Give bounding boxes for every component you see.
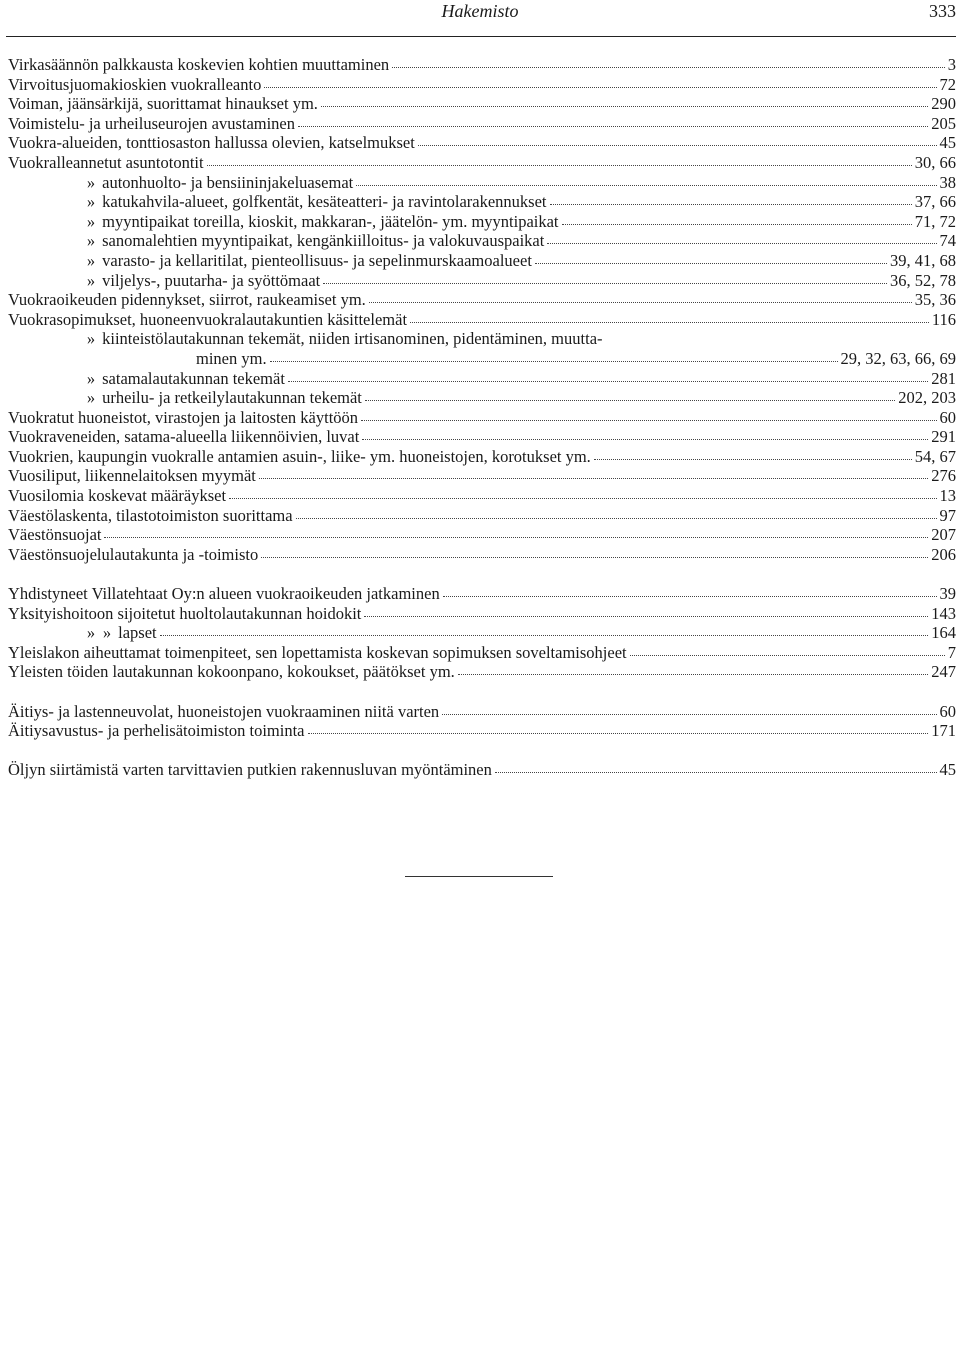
entry-label [8, 545, 258, 565]
dot-leader [323, 269, 887, 283]
entry-label [8, 584, 440, 604]
index-entry [8, 525, 956, 545]
index-entry [8, 251, 956, 271]
entry-label [8, 369, 285, 389]
ditto-mark: » [86, 388, 96, 408]
ditto-mark: » [86, 231, 96, 251]
entry-label [8, 486, 226, 506]
entry-label [8, 153, 204, 173]
entry-label [8, 94, 318, 114]
index-entry [8, 623, 956, 643]
index-entry [8, 329, 956, 349]
entry-text: Yksityishoitoon sijoitetut huoltolautakunnan hoidokit [8, 603, 362, 623]
entry-continuation-text: minen ym. [196, 348, 267, 368]
entry-text: Vuokrasopimukset, huoneenvuokralautakuntien käsittelemät [8, 309, 408, 329]
dot-leader [418, 132, 937, 146]
index-entry [8, 55, 956, 75]
entry-pages: 37, 66 [914, 192, 956, 212]
entry-text: urheilu- ja retkeilylautakunnan tekemät [102, 388, 362, 408]
index-entry [8, 192, 956, 212]
entry-pages: 39 [939, 584, 956, 604]
entry-pages: 247 [931, 662, 956, 682]
entry-label [8, 310, 407, 330]
entry-pages: 29, 32, 63, 66, 69 [840, 348, 956, 368]
entry-label [8, 75, 261, 95]
entry-pages: 35, 36 [914, 290, 956, 310]
ditto-mark: » [86, 368, 96, 388]
index-entry [8, 153, 956, 173]
entry-label [8, 643, 627, 663]
entry-pages: 290 [931, 94, 956, 114]
entry-label [8, 408, 358, 428]
entry-label [8, 192, 547, 212]
entry-text: Väestönsuojat [8, 525, 102, 545]
section-gap [8, 564, 956, 584]
dot-leader [321, 93, 928, 107]
entry-text: Äitiysavustus- ja perhelisätoimiston toiminta [8, 721, 305, 741]
entry-label [8, 447, 591, 467]
entry-label [8, 662, 455, 682]
section-gap [8, 682, 956, 702]
dot-leader [443, 583, 937, 597]
index-entry [8, 408, 956, 428]
entry-text: satamalautakunnan tekemät [102, 368, 285, 388]
entry-pages: 207 [931, 525, 956, 545]
dot-leader [261, 544, 928, 558]
section-gap [8, 741, 956, 761]
dot-leader [365, 387, 895, 401]
entry-label [8, 329, 603, 349]
entry-pages: 202, 203 [898, 388, 956, 408]
entry-label [8, 506, 293, 526]
entry-pages: 116 [931, 309, 956, 329]
entry-label [8, 271, 320, 291]
entry-text: autonhuolto- ja bensiininjakeluasemat [102, 172, 354, 192]
index-entry [8, 643, 956, 663]
entry-text: Voiman, jäänsärkijä, suorittamat hinaukset ym. [8, 94, 318, 114]
index-entry [8, 231, 956, 251]
index-entry [8, 212, 956, 232]
entry-label [8, 133, 415, 153]
entry-pages: 281 [931, 368, 956, 388]
dot-leader [535, 250, 887, 264]
dot-leader [550, 191, 912, 205]
entry-label [8, 212, 559, 232]
entry-text: kiinteistölautakunnan tekemät, niiden irtisanominen, pidentäminen, muutta- [102, 329, 603, 349]
entry-label [8, 721, 305, 741]
entry-text: viljelys-, puutarha- ja syöttömaat [102, 270, 321, 290]
entry-pages: 7 [947, 642, 956, 662]
dot-leader [594, 446, 912, 460]
entry-pages: 97 [939, 505, 956, 525]
entry-text: Voimistelu- ja urheiluseurojen avustaminen [8, 113, 296, 133]
index-entry [8, 133, 956, 153]
dot-leader [547, 230, 936, 244]
index-list [8, 55, 956, 780]
dot-leader [410, 309, 929, 323]
index-entry [8, 721, 956, 741]
dot-leader [264, 73, 936, 87]
index-entry [8, 369, 956, 389]
header-rule [6, 36, 956, 37]
entry-text: varasto- ja kellaritilat, pienteollisuus- ja sepelinmurskaamoalueet [102, 250, 532, 270]
entry-label [8, 427, 359, 447]
index-entry [8, 271, 956, 291]
dot-leader [392, 54, 945, 68]
entry-label [8, 114, 295, 134]
entry-label [8, 604, 361, 624]
ditto-mark: » [86, 250, 96, 270]
entry-pages: 54, 67 [914, 446, 956, 466]
index-entry [8, 702, 956, 722]
dot-leader [298, 113, 928, 127]
dot-leader [442, 700, 936, 714]
index-entry [8, 75, 956, 95]
ditto-mark: » [86, 211, 96, 231]
entry-pages: 36, 52, 78 [890, 270, 956, 290]
entry-text: Vuokraoikeuden pidennykset, siirrot, raukeamiset ym. [8, 290, 366, 310]
dot-leader [562, 211, 912, 225]
entry-label [8, 173, 353, 193]
entry-pages: 171 [931, 721, 956, 741]
entry-label [8, 55, 389, 75]
entry-pages: 60 [939, 701, 956, 721]
dot-leader [495, 759, 937, 773]
dot-leader [229, 485, 936, 499]
ditto-mark: » [86, 270, 96, 290]
entry-label [8, 388, 362, 408]
index-entry [8, 290, 956, 310]
entry-text: Väestönsuojelulautakunta ja -toimisto [8, 544, 259, 564]
entry-text: Äitiys- ja lastenneuvolat, huoneistojen vuokraaminen niitä varten [8, 701, 440, 721]
entry-label [8, 760, 492, 780]
entry-pages: 30, 66 [914, 152, 956, 172]
entry-label [8, 251, 532, 271]
entry-text: Yleislakon aiheuttamat toimenpiteet, sen lopettamista koskevan sopimuksen soveltamisohjeet [8, 642, 627, 662]
index-entry [8, 310, 956, 330]
entry-pages: 60 [939, 407, 956, 427]
end-rule [405, 876, 553, 877]
entry-pages: 3 [947, 55, 956, 74]
dot-leader [630, 642, 945, 656]
dot-leader [308, 720, 929, 734]
entry-label [8, 623, 157, 643]
running-title: Hakemisto [441, 1, 519, 21]
index-entry-continuation [8, 349, 956, 369]
entry-text: Vuokraveneiden, satama-alueella liikennöivien, luvat [8, 427, 360, 447]
dot-leader [362, 426, 928, 440]
entry-text: Vuosiliput, liikennelaitoksen myymät [8, 466, 256, 486]
ditto-mark: » [86, 192, 96, 212]
index-entry [8, 760, 956, 780]
entry-pages: 71, 72 [914, 211, 956, 231]
entry-text: Yleisten töiden lautakunnan kokoonpano, kokoukset, päätökset ym. [8, 662, 455, 682]
entry-pages: 205 [931, 113, 956, 133]
entry-label [8, 702, 439, 722]
entry-pages: 276 [931, 466, 956, 486]
entry-text: lapset [118, 623, 157, 643]
entry-text: Vuosilomia koskevat määräykset [8, 486, 227, 506]
entry-pages: 13 [939, 486, 956, 506]
dot-leader [364, 602, 928, 616]
entry-text: Väestölaskenta, tilastotoimiston suorittama [8, 505, 293, 525]
entry-pages: 291 [931, 427, 956, 447]
index-entry [8, 447, 956, 467]
ditto-mark: » [86, 329, 96, 349]
index-entry [8, 427, 956, 447]
ditto-mark: » [86, 623, 96, 643]
entry-pages: 72 [939, 74, 956, 94]
index-entry [8, 506, 956, 526]
index-entry [8, 173, 956, 193]
entry-pages: 38 [939, 172, 956, 192]
page-header [0, 0, 960, 28]
entry-text: sanomalehtien myyntipaikat, kengänkiilloitus- ja valokuvauspaikat [102, 231, 545, 251]
dot-leader [270, 348, 838, 362]
dot-leader [288, 367, 928, 381]
dot-leader [458, 661, 928, 675]
dot-leader [369, 289, 912, 303]
entry-label [8, 466, 256, 486]
index-entry [8, 486, 956, 506]
entry-text: myyntipaikat toreilla, kioskit, makkaran-, jäätelön- ym. myyntipaikat [102, 211, 559, 231]
dot-leader [207, 152, 912, 166]
index-entry [8, 662, 956, 682]
entry-pages: 164 [931, 623, 956, 643]
entry-pages: 74 [939, 231, 956, 251]
entry-text: Vuokralleannetut asuntotontit [8, 152, 204, 172]
index-entry [8, 466, 956, 486]
dot-leader [104, 524, 928, 538]
entry-label [8, 231, 544, 251]
entry-text: Virvoitusjuomakioskien vuokralleanto [8, 74, 262, 94]
dot-leader [356, 171, 936, 185]
dot-leader [361, 407, 936, 421]
entry-text: Yhdistyneet Villatehtaat Oy:n alueen vuokraoikeuden jatkaminen [8, 584, 440, 604]
entry-text: Vuokratut huoneistot, virastojen ja laitosten käyttöön [8, 407, 359, 427]
entry-label [8, 525, 101, 545]
index-entry [8, 584, 956, 604]
dot-leader [296, 504, 937, 518]
entry-text: katukahvila-alueet, golfkentät, kesäteatteri- ja ravintolarakennukset [102, 192, 547, 212]
entry-pages: 39, 41, 68 [890, 250, 956, 270]
ditto-mark: » [86, 172, 96, 192]
entry-text: Vuokrien, kaupungin vuokralle antamien asuin-, liike- ym. huoneistojen, korotukset ym. [8, 446, 591, 466]
index-entry [8, 545, 956, 565]
page-number: 333 [929, 1, 956, 21]
entry-label [8, 290, 366, 310]
index-entry [8, 94, 956, 114]
entry-text: Vuokra-alueiden, tonttiosaston hallussa olevien, katselmukset [8, 133, 415, 153]
dot-leader [259, 465, 928, 479]
index-entry [8, 388, 956, 408]
entry-pages: 143 [931, 603, 956, 623]
entry-pages: 45 [939, 133, 956, 153]
entry-pages: 206 [931, 544, 956, 564]
dot-leader [160, 622, 929, 636]
index-entry [8, 114, 956, 134]
entry-pages: 45 [939, 760, 956, 780]
entry-text: Öljyn siirtämistä varten tarvittavien putkien rakennusluvan myöntäminen [8, 760, 492, 780]
ditto-mark: » [102, 623, 112, 643]
index-entry [8, 604, 956, 624]
entry-text: Virkasäännön palkkausta koskevien kohtien muuttaminen [8, 55, 390, 74]
